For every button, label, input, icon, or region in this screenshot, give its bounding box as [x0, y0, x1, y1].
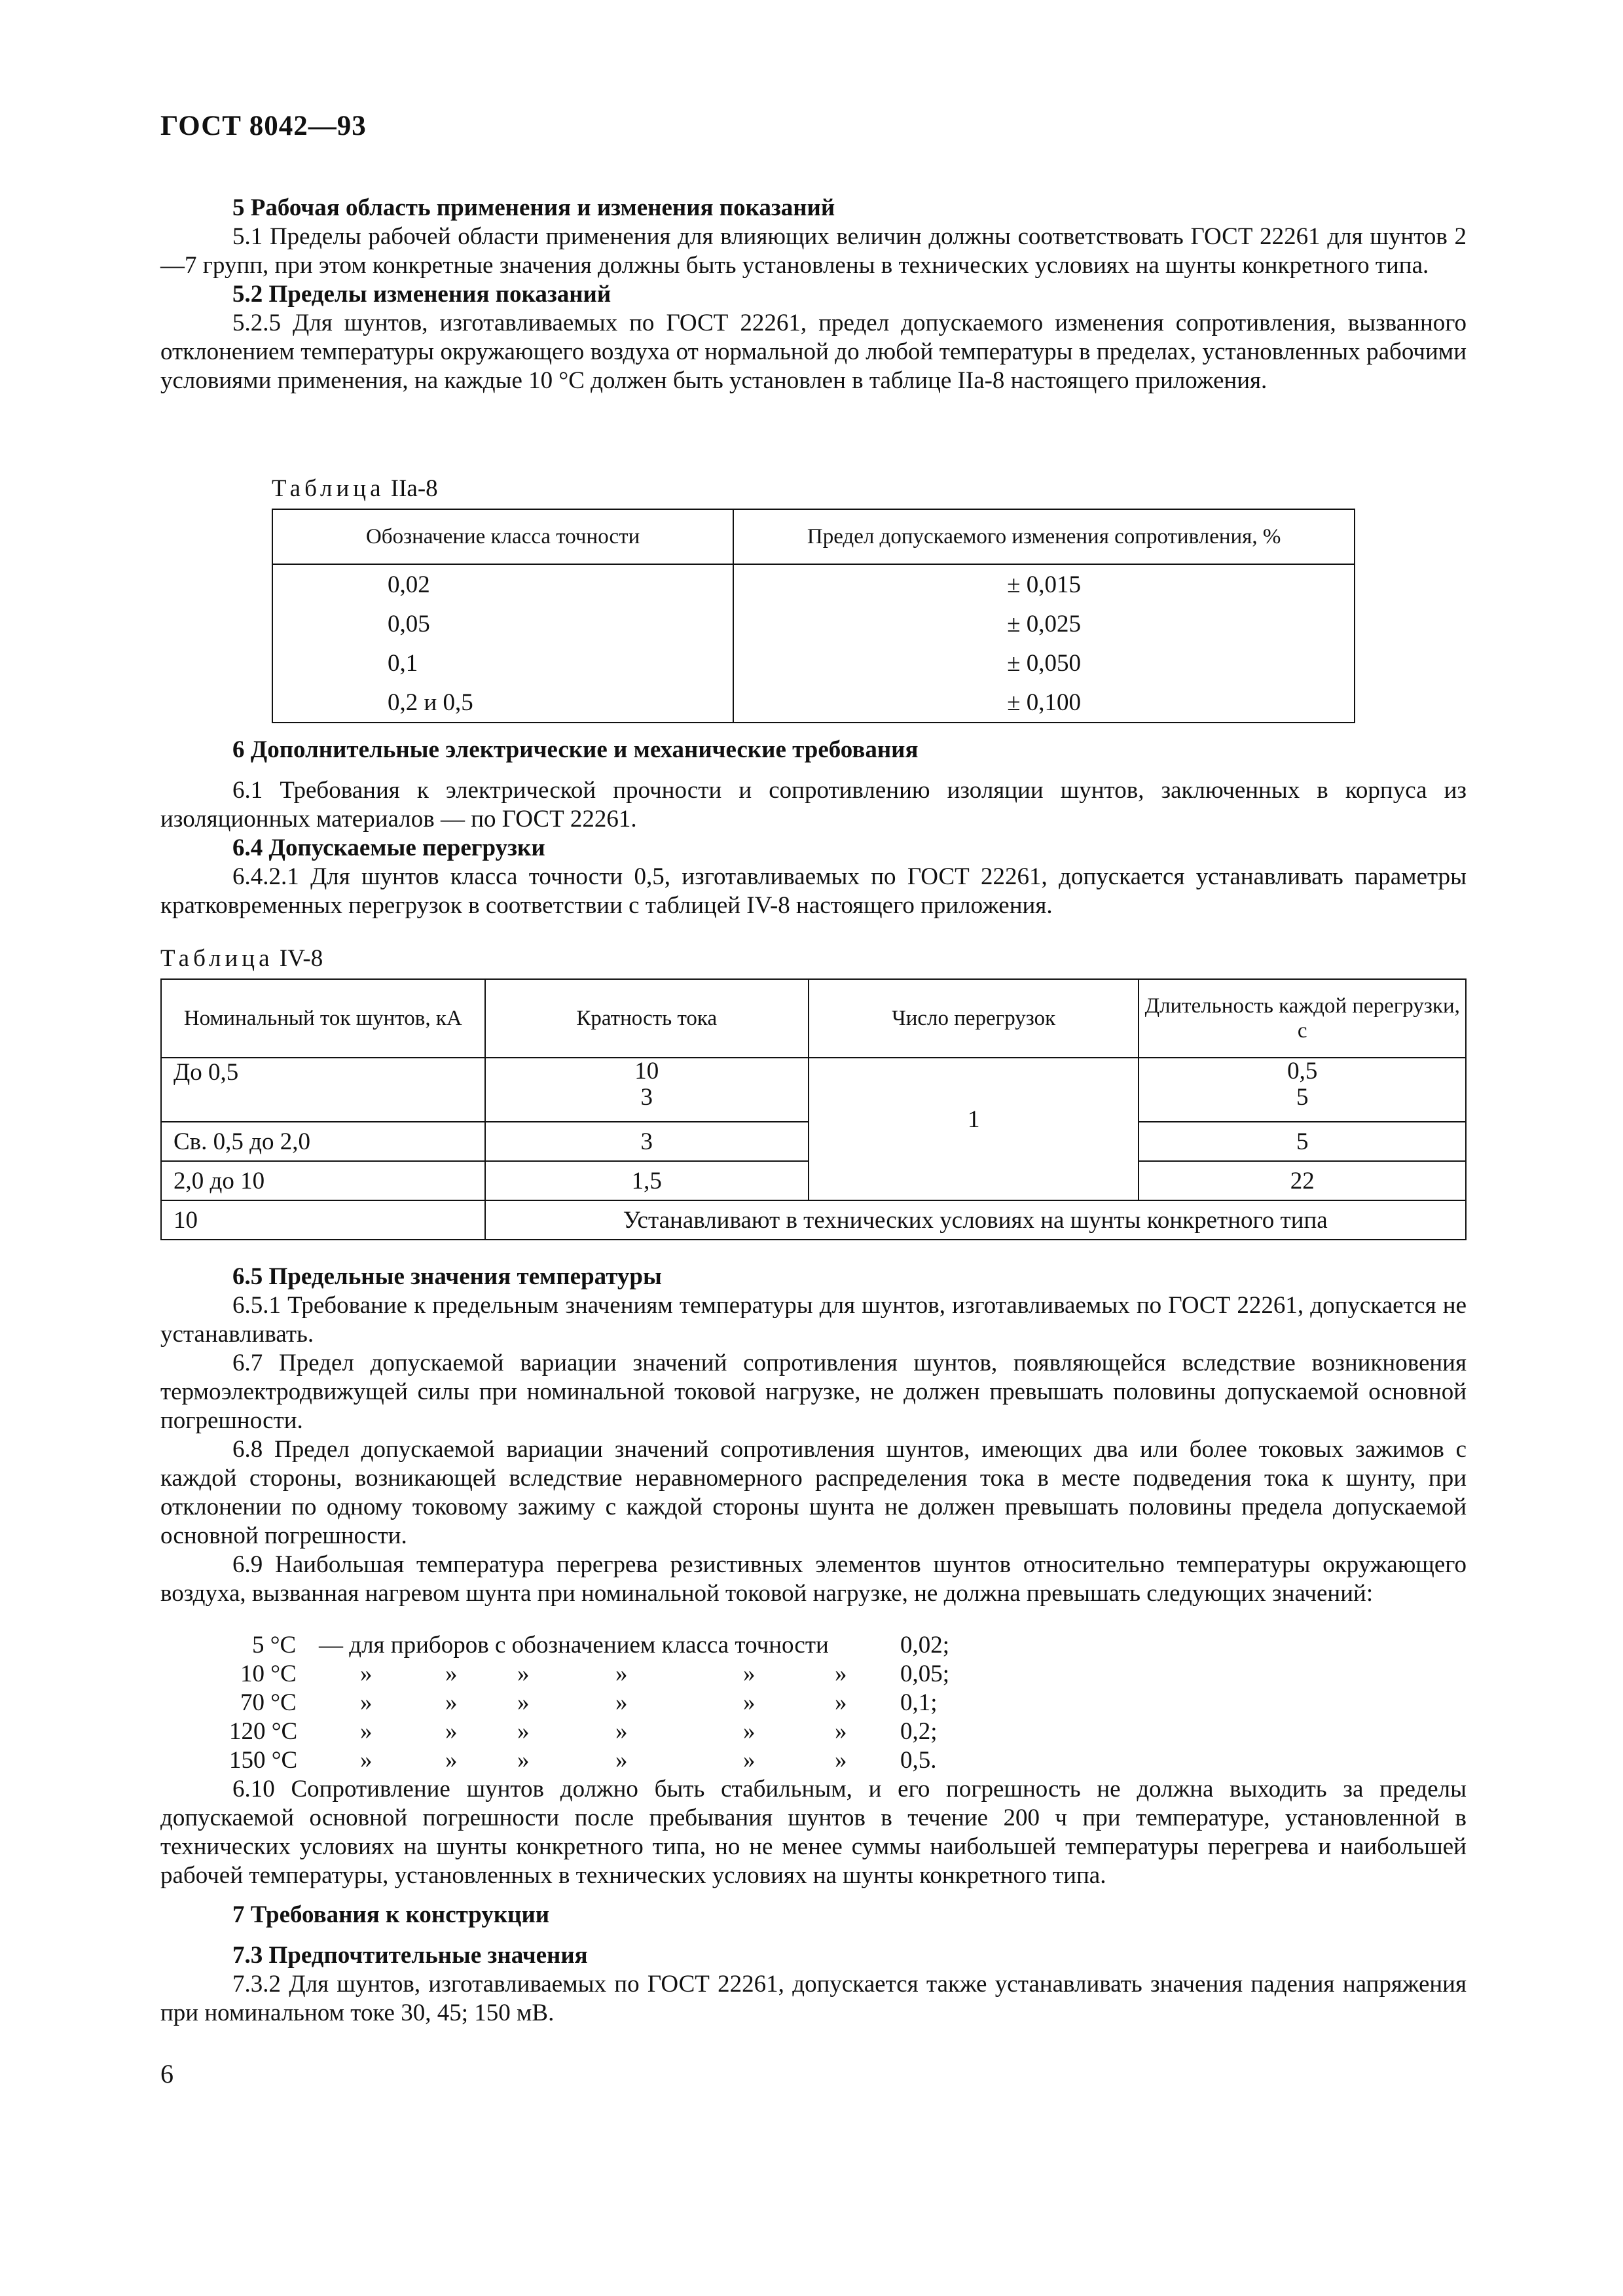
paragraph-7-3-2: 7.3.2 Для шунтов, изготавливаемых по ГОСТ 22261, допускается также устанавливать значения падения напряжения при номинальном токе 30, 45; 150 мВ.	[160, 1971, 1467, 2026]
ditto-mark: »	[743, 1689, 756, 1716]
ditto-mark: »	[517, 1689, 530, 1716]
class-value: 0,2;	[900, 1718, 938, 1745]
paragraph-6-9: 6.9 Наибольшая температура перегрева резистивных элементов шунтов относительно температуры окружающего воздуха, вызванная нагревом шунта при номинальной токовой нагрузке, не должна превышать следующих значений:	[160, 1551, 1467, 1607]
table-1-limit-cell: ± 0,100	[733, 683, 1355, 723]
table-2-header-row	[161, 979, 1466, 1058]
table-2-caption: Таблица IV-8	[160, 945, 323, 972]
paragraph-5-2-5: 5.2.5 Для шунтов, изготавливаемых по ГОСТ 22261, предел допускаемого изменения сопротивления, вызванного отклонением температуры окружающего воздуха от нормальной до любой температуры в пределах, установленных рабочими условиями применения, на каждые 10 °С должен быть установлен в таблице IIа-8 настоящего приложения.	[160, 310, 1467, 394]
table-1-class-cell: 0,02	[272, 564, 733, 604]
table-1-limit-cell: ± 0,025	[733, 604, 1355, 643]
document-header-title: ГОСТ 8042—93	[160, 111, 367, 141]
ditto-mark: »	[360, 1689, 373, 1716]
table-2-current-cell: До 0,5	[161, 1058, 485, 1122]
section-6-5	[160, 1263, 1467, 1608]
table-2-dur-cell	[1139, 1058, 1466, 1122]
table-1-header-row	[272, 509, 1355, 564]
class-value: 0,02;	[900, 1632, 950, 1659]
table-2-header-cell: Число перегрузок	[809, 979, 1139, 1058]
table-2-dur-cell: 22	[1139, 1161, 1466, 1200]
table-1-header-cell: Предел допускаемого изменения сопротивления, %	[733, 509, 1355, 564]
table-2-current-cell: Св. 0,5 до 2,0	[161, 1122, 485, 1161]
temp-text: — для приборов с обозначением класса точности	[319, 1632, 829, 1659]
table-2-current-cell: 2,0 до 10	[161, 1161, 485, 1200]
heading-6-4: 6.4 Допускаемые перегрузки	[232, 834, 545, 861]
ditto-mark: »	[743, 1718, 756, 1745]
ditto-mark: »	[445, 1747, 458, 1774]
heading-7-3: 7.3 Предпочтительные значения	[232, 1942, 588, 1969]
heading-5-2: 5.2 Пределы изменения показаний	[232, 281, 611, 308]
table-2-current-cell: 10	[161, 1200, 485, 1240]
table-2-mult-cell: 1,5	[485, 1161, 809, 1200]
temp-value: 150 °С	[229, 1747, 298, 1774]
ditto-mark: »	[835, 1660, 847, 1687]
table-2-note-cell: Устанавливают в технических условиях на шунты конкретного типа	[485, 1200, 1466, 1240]
ditto-mark: »	[615, 1689, 628, 1716]
paragraph-6-7: 6.7 Предел допускаемой вариации значений сопротивления шунтов, появляющейся вследствие возникновения термоэлектродвижущей силы при номинальной токовой нагрузке, не должен превышать половины допускаемой основной погрешности.	[160, 1350, 1467, 1434]
section-5	[160, 194, 1467, 395]
paragraph-5-1: 5.1 Пределы рабочей области применения для влияющих величин должны соответствовать ГОСТ 22261 для шунтов 2—7 групп, при этом конкретные значения должны быть установлены в технических условиях на шунты конкретного типа.	[160, 223, 1467, 279]
paragraph-6-10: 6.10 Сопротивление шунтов должно быть стабильным, и его погрешность не должна выходить за пределы допускаемой основной погрешности после пребывания шунтов в течение 200 ч при температуре, установленной в технических условиях на шунты конкретного типа, но не менее суммы наибольшей температуры перегрева и наибольшей рабочей температуры, установленных в технических условиях на шунты конкретного типа.	[160, 1776, 1467, 1889]
table-1	[272, 509, 1355, 723]
section-7	[160, 1901, 1467, 2028]
table-2-dur-cell: 5	[1139, 1122, 1466, 1161]
table-1-class-cell: 0,05	[272, 604, 733, 643]
table-1-header-cell: Обозначение класса точности	[272, 509, 733, 564]
ditto-mark: »	[360, 1747, 373, 1774]
ditto-mark: »	[615, 1747, 628, 1774]
ditto-mark: »	[360, 1660, 373, 1687]
heading-6-5: 6.5 Предельные значения температуры	[232, 1263, 662, 1290]
table-row	[272, 643, 1355, 683]
temp-value: 10 °С	[240, 1660, 297, 1687]
ditto-mark: »	[835, 1718, 847, 1745]
table-row	[161, 1200, 1466, 1240]
table-2	[160, 978, 1467, 1240]
ditto-mark: »	[360, 1718, 373, 1745]
ditto-mark: »	[517, 1747, 530, 1774]
ditto-mark: »	[743, 1747, 756, 1774]
ditto-mark: »	[445, 1689, 458, 1716]
table-1-limit-cell: ± 0,050	[733, 643, 1355, 683]
paragraph-6-5-1: 6.5.1 Требование к предельным значениям температуры для шунтов, изготавливаемых по ГОСТ 22261, допускается не устанавливать.	[160, 1292, 1467, 1348]
paragraph-6-4-2-1: 6.4.2.1 Для шунтов класса точности 0,5, изготавливаемых по ГОСТ 22261, допускается устанавливать параметры кратковременных перегрузок в соответствии с таблицей IV-8 настоящего приложения.	[160, 863, 1467, 919]
ditto-mark: »	[615, 1718, 628, 1745]
table-1-caption: Таблица IIа-8	[272, 475, 438, 502]
table-row	[272, 564, 1355, 604]
table-2-mult-cell	[485, 1058, 809, 1122]
ditto-mark: »	[445, 1660, 458, 1687]
section-6-10	[160, 1775, 1467, 1890]
table-2-header-cell: Длительность каждой перегрузки, с	[1139, 979, 1466, 1058]
ditto-mark: »	[517, 1660, 530, 1687]
ditto-mark: »	[517, 1718, 530, 1745]
ditto-mark: »	[743, 1660, 756, 1687]
ditto-mark: »	[835, 1689, 847, 1716]
temp-value: 5 °С	[252, 1632, 297, 1659]
page-number: 6	[160, 2059, 173, 2089]
table-2-mult-value: 3	[640, 1084, 653, 1111]
table-1-class-cell: 0,2 и 0,5	[272, 683, 733, 723]
table-2-mult-cell: 3	[485, 1122, 809, 1161]
temp-value: 70 °С	[240, 1689, 297, 1716]
table-1-limit-cell: ± 0,015	[733, 564, 1355, 604]
table-2-count-cell: 1	[809, 1058, 1139, 1200]
table-2-header-cell: Номинальный ток шунтов, кА	[161, 979, 485, 1058]
section-7-heading: 7 Требования к конструкции	[232, 1901, 550, 1928]
paragraph-6-8: 6.8 Предел допускаемой вариации значений сопротивления шунтов, имеющих два или более токовых зажимов с каждой стороны, возникающей вследствие неравномерного распределения тока в месте подведения тока к шунту, при отклонении по одному токовому зажиму с каждой стороны шунта не должен превышать половины предела допускаемой основной погрешности.	[160, 1436, 1467, 1549]
table-2-dur-value: 0,5	[1287, 1058, 1318, 1085]
class-value: 0,05;	[900, 1660, 950, 1687]
table-row	[272, 604, 1355, 643]
temp-value: 120 °С	[229, 1718, 298, 1745]
table-row	[161, 1058, 1466, 1122]
class-value: 0,1;	[900, 1689, 938, 1716]
ditto-mark: »	[445, 1718, 458, 1745]
class-value: 0,5.	[900, 1747, 937, 1774]
section-6-heading: 6 Дополнительные электрические и механические требования	[232, 736, 919, 763]
section-5-heading: 5 Рабочая область применения и изменения показаний	[232, 194, 835, 221]
table-2-dur-value: 5	[1296, 1084, 1309, 1111]
ditto-mark: »	[835, 1747, 847, 1774]
table-2-mult-value: 10	[634, 1058, 659, 1085]
table-row	[272, 683, 1355, 723]
ditto-mark: »	[615, 1660, 628, 1687]
paragraph-6-1: 6.1 Требования к электрической прочности и сопротивлению изоляции шунтов, заключенных в корпуса из изоляционных материалов — по ГОСТ 22261.	[160, 777, 1467, 833]
table-2-header-cell: Кратность тока	[485, 979, 809, 1058]
table-1-class-cell: 0,1	[272, 643, 733, 683]
section-6	[160, 736, 1467, 920]
